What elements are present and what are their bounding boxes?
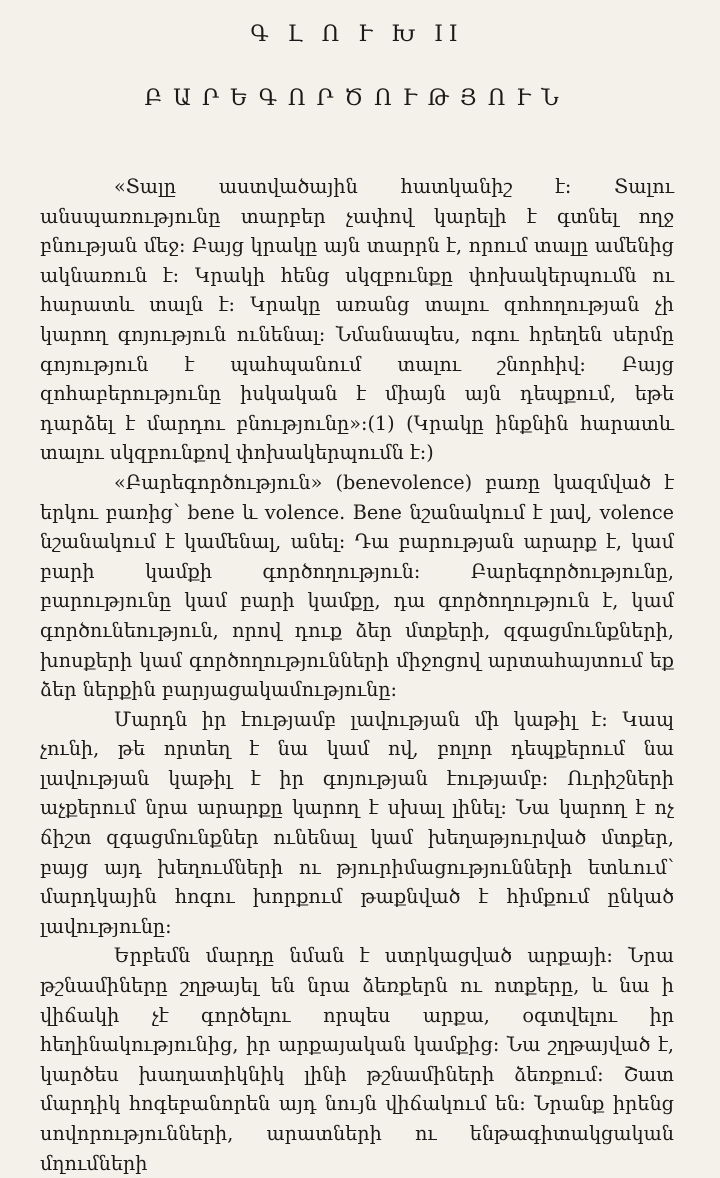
body-text bbox=[40, 172, 674, 1178]
paragraph: Մարդն իր էությամբ լավության մի կաթիլ է: Կապ չունի, թե որտեղ է նա կամ ով, բոլոր դեպքերում նա լավության կաթիլ է իր գոյության էությամբ: Ուրիշների աչքերում նրա արարքը կարող է սխալ լինել: Նա կարող է ոչ ճիշտ զգացմունքներ ունենալ կամ խեղաթյուրված մտքեր, բայց այդ խեղումների ու թյուրիմացությունների ետևում՝ մարդկային հոգու խորքում թաքնված է հիմքում ընկած լավությունը: bbox=[40, 707, 674, 938]
section-title: ԲԱՐԵԳՈՐԾՈՒԹՅՈՒՆ bbox=[144, 86, 570, 111]
paragraph: «Տալը աստվածային հատկանիշ է: Տալու անսպառությունը տարբեր չափով կարելի է գտնել ողջ բնության մեջ: Բայց կրակը այն տարրն է, որում տալը ամենից ակնառուն է: Կրակի հենց սկզբունքը փոխակերպումն ու հարատև տալն է: Կրակը առանց տալու զոհողության չի կարող գոյություն ունենալ: Նմանապես, ոգու հրեղեն սերմը գոյություն է պահպանում տալու շնորհիվ: Բայց զոհաբերությունը իսկական է միայն այն դեպքում, եթե դարձել է մարդու բնությունը»:(1) (Կրակը ինքնին հարատև տալու սկզբունքով փոխակերպումն է:) bbox=[40, 175, 674, 465]
paragraph: «Բարեգործություն» (benevolence) բառը կազմված է երկու բառից՝ bene և volence. Bene նշանակում է լավ, volence նշանակում է կամենալ, անել: Դա բարության արարք է, կամ բարի կամքի գործողություն: Բարեգործությունը, բարությունը կամ բարի կամքը, դա գործողություն է, կամ գործունեություն, որով դուք ձեր մտքերի, զգացմունքների, խոսքերի կամ գործողությունների միջոցով արտահայտում եք ձեր ներքին բարյացակամությունը: bbox=[40, 470, 674, 702]
chapter-heading: Գ Լ Ո Ւ Խ II bbox=[250, 22, 464, 47]
paragraph: Երբեմն մարդը նման է ստրկացված արքայի: Նրա թշնամիները շղթայել են նրա ձեռքերն ու ոտքերը, և նա ի վիճակի չէ գործելու որպես արքա, օգտվելու իր հեղինակությունից, իր արքայական կամքից: Նա շղթայված է, կարծես խաղատիկնիկ լինի թշնամիների ձեռքում: Շատ մարդիկ հոգեբանորեն այդ նույն վիճակում են: Նրանք իրենց սովորությունների, արատների ու ենթագիտակցական մղումների bbox=[40, 944, 674, 1175]
